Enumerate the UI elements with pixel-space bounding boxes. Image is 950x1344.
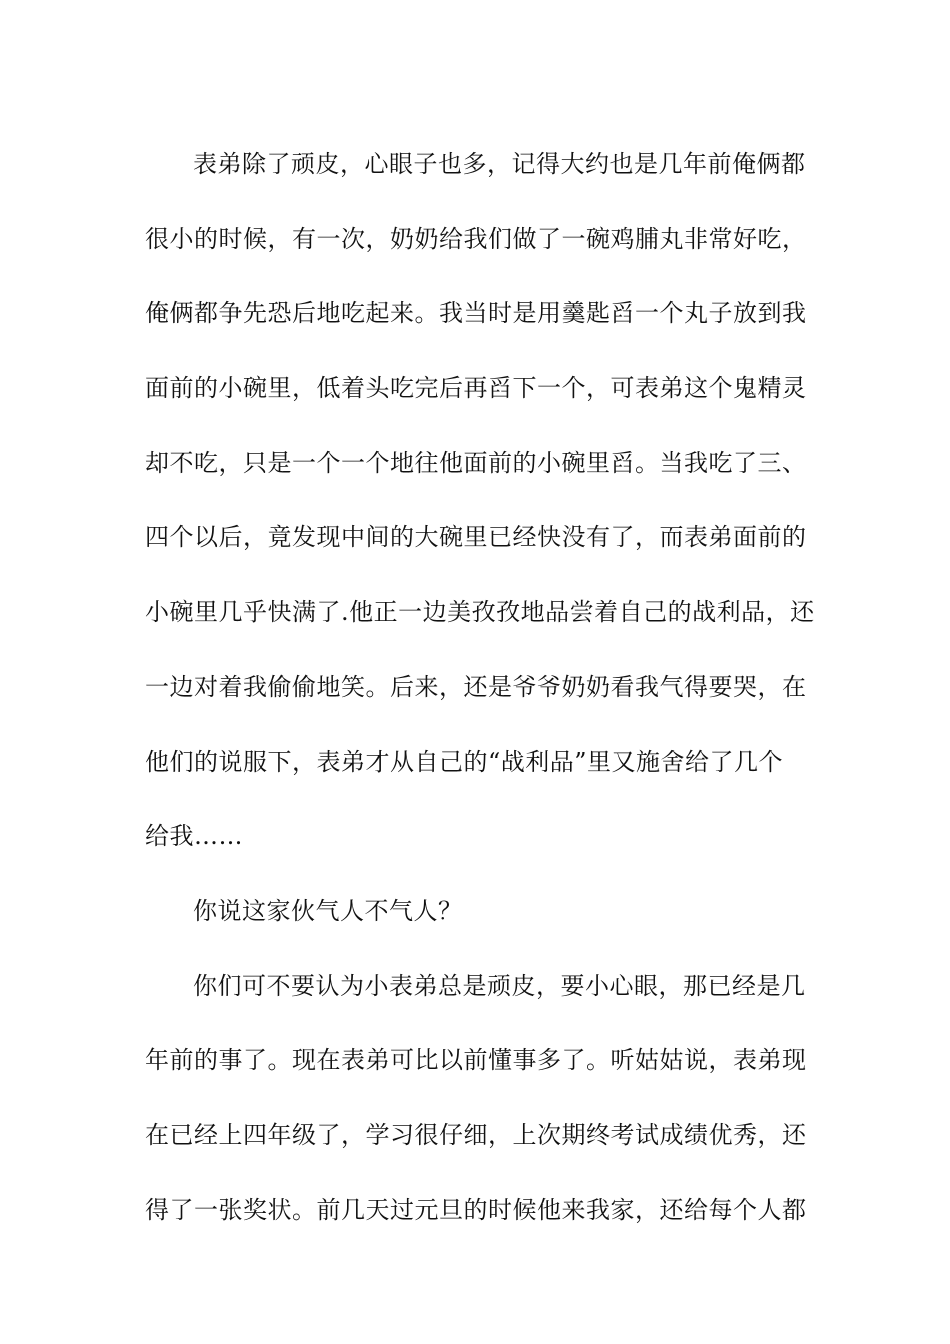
text-line: 给我…… — [145, 822, 243, 851]
text-line: 你们可不要认为小表弟总是顽皮，要小心眼，那已经是几 — [193, 971, 806, 1000]
text-line: 在已经上四年级了，学习很仔细，上次期终考试成绩优秀，还 — [145, 1120, 807, 1149]
text-line: 四个以后，竟发现中间的大碗里已经快没有了，而表弟面前的 — [145, 523, 807, 552]
text-line: 一边对着我偷偷地笑。后来，还是爷爷奶奶看我气得要哭，在 — [145, 672, 807, 701]
text-line: 俺俩都争先恐后地吃起来。我当时是用羹匙舀一个丸子放到我 — [145, 299, 807, 328]
text-line: 表弟除了顽皮，心眼子也多，记得大约也是几年前俺俩都 — [193, 150, 806, 178]
text-line: 年前的事了。现在表弟可比以前懂事多了。听姑姑说，表弟现 — [145, 1046, 807, 1075]
text-line: 小碗里几乎快满了.他正一边美孜孜地品尝着自己的战利品，还 — [145, 598, 815, 627]
text-line: 他们的说服下，表弟才从自己的“战利品”里又施舍给了几个 — [145, 747, 784, 776]
text-line: 却不吃，只是一个一个地往他面前的小碗里舀。当我吃了三、 — [145, 448, 807, 477]
body-text — [145, 127, 815, 1247]
text-line: 你说这家伙气人不气人？ — [193, 896, 463, 925]
text-line: 得了一张奖状。前几天过元旦的时候他来我家，还给每个人都 — [145, 1195, 807, 1224]
text-line: 面前的小碗里，低着头吃完后再舀下一个，可表弟这个鬼精灵 — [145, 374, 807, 403]
text-line: 很小的时候，有一次，奶奶给我们做了一碗鸡脯丸非常好吃， — [145, 224, 807, 253]
